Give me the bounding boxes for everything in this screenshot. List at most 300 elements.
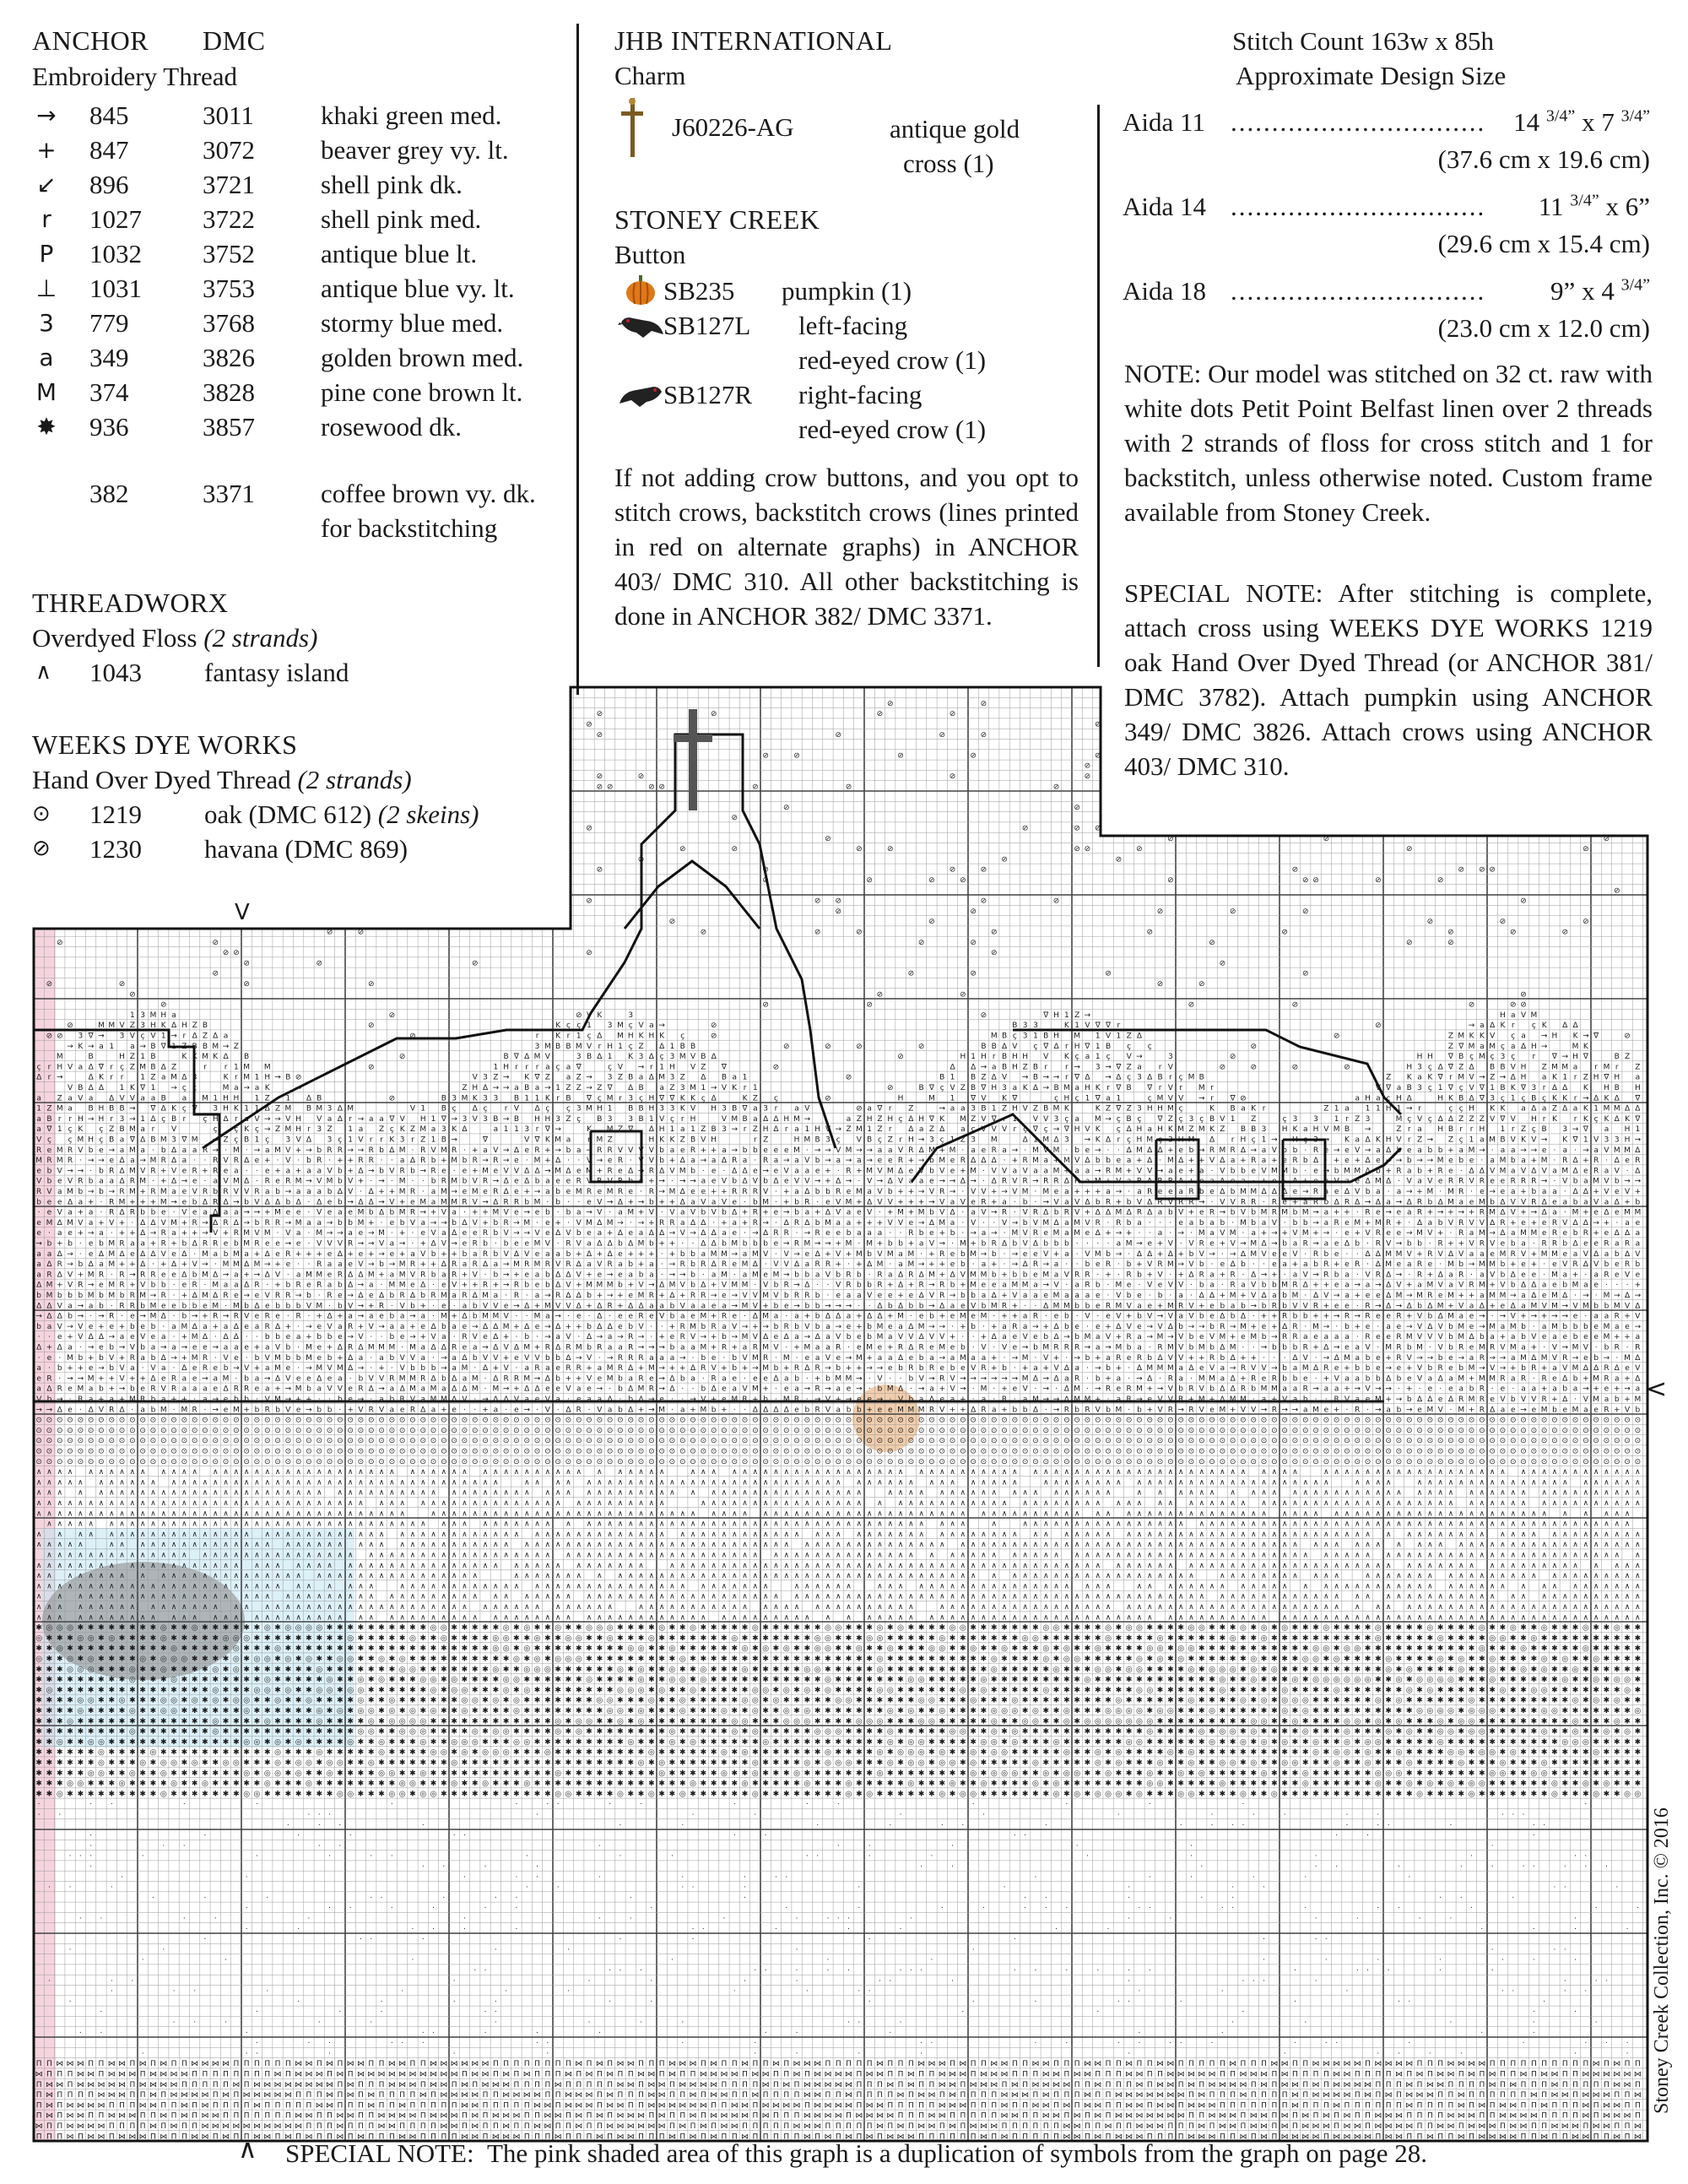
svg-text:∇: ∇ — [658, 1094, 665, 1103]
svg-text:H: H — [1012, 1105, 1018, 1114]
svg-text:ç: ç — [1044, 1125, 1048, 1134]
svg-text:V: V — [638, 1022, 644, 1030]
svg-text:⊘: ⊘ — [358, 928, 365, 936]
svg-text:+: + — [1188, 1167, 1195, 1175]
svg-text:+: + — [908, 1188, 915, 1196]
svg-text:R: R — [1251, 1198, 1256, 1206]
svg-text:b: b — [535, 1178, 540, 1186]
svg-text:R: R — [1188, 1188, 1193, 1196]
svg-text:a: a — [618, 1209, 623, 1217]
svg-text:3: 3 — [524, 1125, 529, 1134]
svg-text:b: b — [1593, 1354, 1599, 1363]
svg-text:⊘: ⊘ — [1375, 1022, 1382, 1030]
svg-text:3: 3 — [483, 1115, 488, 1124]
svg-text:b: b — [109, 1364, 114, 1373]
svg-text:⊘: ⊘ — [67, 1022, 73, 1030]
svg-text:+: + — [1012, 1302, 1019, 1310]
svg-text:a: a — [1033, 1167, 1038, 1175]
svg-text:3: 3 — [763, 1105, 768, 1114]
svg-text:a: a — [130, 1239, 135, 1248]
svg-text:b: b — [306, 1292, 311, 1300]
svg-text:Δ: Δ — [150, 1219, 156, 1227]
svg-text:b: b — [99, 1188, 104, 1196]
b1-code: SB235 — [663, 274, 734, 308]
svg-text:R: R — [1480, 1354, 1485, 1363]
svg-text:→: → — [108, 1188, 115, 1196]
svg-text:r: r — [1013, 1125, 1016, 1134]
svg-text:+: + — [793, 1343, 800, 1352]
svg-text:M: M — [57, 1053, 63, 1061]
svg-text:→: → — [243, 1219, 250, 1227]
svg-text:1: 1 — [1116, 1032, 1121, 1040]
svg-text:M: M — [358, 1209, 365, 1217]
svg-text:K: K — [690, 1094, 696, 1103]
svg-text:M: M — [1063, 1157, 1070, 1165]
svg-text:V: V — [389, 1198, 395, 1206]
svg-text:B: B — [1043, 1105, 1048, 1114]
svg-text:a: a — [1085, 1167, 1090, 1175]
svg-text:·: · — [1159, 1219, 1161, 1227]
svg-text:R: R — [1157, 1343, 1162, 1352]
b1-desc: pumpkin (1) — [782, 274, 912, 308]
svg-text:·: · — [1356, 1302, 1359, 1310]
svg-text:a: a — [171, 1229, 176, 1238]
svg-text:R: R — [939, 1250, 944, 1259]
svg-text:→: → — [1334, 1146, 1340, 1155]
svg-text:a: a — [1407, 1260, 1412, 1269]
svg-text:3: 3 — [1417, 1063, 1422, 1071]
svg-text:⊘: ⊘ — [1085, 762, 1091, 771]
svg-text:·: · — [1304, 1167, 1307, 1175]
svg-text:→: → — [67, 1323, 73, 1331]
svg-text:Δ: Δ — [565, 1354, 571, 1363]
svg-text:e: e — [618, 1323, 623, 1331]
svg-text:+: + — [181, 1219, 188, 1227]
svg-text:Δ: Δ — [939, 1125, 945, 1134]
svg-text:b: b — [545, 1271, 550, 1279]
legend-dmc: 3826 — [203, 340, 255, 375]
svg-text:V: V — [1323, 1292, 1329, 1300]
svg-text:∇: ∇ — [627, 1125, 634, 1134]
svg-text:a: a — [690, 1198, 695, 1206]
svg-text:Δ: Δ — [1635, 1146, 1641, 1155]
svg-text:V: V — [1583, 1250, 1589, 1259]
svg-text:r: r — [380, 1135, 383, 1144]
svg-text:M: M — [1074, 1032, 1080, 1040]
svg-text:⊘: ⊘ — [368, 1022, 375, 1030]
svg-text:e: e — [463, 1323, 468, 1331]
svg-text:b: b — [649, 1198, 654, 1206]
svg-text:→: → — [1323, 1323, 1330, 1331]
svg-text:a: a — [732, 1074, 737, 1082]
svg-text:·: · — [982, 1167, 985, 1175]
svg-text:3: 3 — [628, 1011, 633, 1020]
svg-text:·: · — [536, 1219, 538, 1227]
svg-text:+: + — [78, 1271, 84, 1279]
svg-text:R: R — [1137, 1178, 1142, 1186]
svg-text:·: · — [702, 1271, 705, 1279]
svg-text:a: a — [1604, 1198, 1610, 1206]
svg-text:e: e — [524, 1239, 529, 1248]
svg-text:M: M — [793, 1115, 800, 1124]
svg-text:·: · — [1128, 1188, 1130, 1196]
svg-text:M: M — [1396, 1250, 1403, 1259]
svg-text:a: a — [628, 1271, 633, 1279]
svg-text:R: R — [452, 1271, 457, 1279]
svg-text:⊘: ⊘ — [46, 1032, 53, 1040]
svg-text:M: M — [170, 1219, 177, 1227]
svg-text:R: R — [430, 1167, 436, 1175]
svg-text:V: V — [316, 1115, 322, 1124]
svg-text:a: a — [535, 1271, 540, 1279]
svg-text:M: M — [1489, 1135, 1496, 1144]
svg-text:·: · — [173, 1364, 176, 1373]
svg-text:R: R — [1074, 1343, 1079, 1352]
svg-text:→: → — [1250, 1146, 1257, 1155]
svg-text:·: · — [1190, 1292, 1193, 1300]
svg-text:⊘: ⊘ — [970, 751, 977, 760]
svg-text:e: e — [192, 1364, 197, 1373]
svg-text:a: a — [68, 1209, 73, 1217]
svg-text:K: K — [659, 1032, 665, 1040]
svg-text:M: M — [752, 1354, 759, 1363]
svg-text:·: · — [422, 1178, 425, 1186]
svg-text:·: · — [671, 1178, 674, 1186]
svg-text:ç: ç — [1033, 1043, 1037, 1051]
svg-text:b: b — [338, 1178, 343, 1186]
svg-text:M: M — [1157, 1333, 1164, 1341]
svg-text:·: · — [546, 1198, 549, 1206]
svg-text:⊘: ⊘ — [586, 824, 592, 832]
svg-text:a: a — [224, 1323, 229, 1331]
svg-text:b: b — [1293, 1209, 1298, 1217]
svg-text:Δ: Δ — [1531, 1282, 1537, 1290]
svg-text:b: b — [1573, 1178, 1578, 1186]
svg-text:ç: ç — [701, 1094, 706, 1103]
svg-text:a: a — [400, 1157, 405, 1165]
svg-text:⊘: ⊘ — [752, 783, 759, 791]
svg-text:M: M — [534, 1239, 541, 1248]
svg-text:Z: Z — [1023, 1063, 1028, 1071]
svg-text:R: R — [1147, 1188, 1152, 1196]
svg-text:e: e — [753, 1167, 758, 1175]
svg-text:+: + — [1635, 1282, 1642, 1290]
svg-text:V: V — [504, 1229, 510, 1238]
svg-text:V: V — [659, 1115, 665, 1124]
svg-text:b: b — [420, 1364, 425, 1373]
svg-text:M: M — [897, 1313, 904, 1321]
svg-text:b: b — [1562, 1323, 1567, 1331]
svg-text:M: M — [1011, 1282, 1018, 1290]
svg-text:b: b — [338, 1198, 343, 1206]
svg-text:b: b — [483, 1239, 488, 1248]
svg-text:b: b — [1573, 1323, 1578, 1331]
svg-text:→: → — [544, 1333, 551, 1341]
svg-text:b: b — [1615, 1178, 1620, 1186]
svg-text:e: e — [711, 1354, 717, 1363]
svg-text:M: M — [139, 1292, 146, 1300]
svg-text:3: 3 — [680, 1084, 685, 1092]
svg-text:+: + — [1312, 1229, 1319, 1238]
svg-text:r: r — [899, 1135, 902, 1144]
svg-text:V: V — [57, 1323, 63, 1331]
legend-desc: golden brown med. — [321, 340, 523, 375]
svg-text:M: M — [700, 1313, 706, 1321]
svg-text:V: V — [981, 1343, 987, 1352]
svg-text:M: M — [1437, 1157, 1444, 1165]
svg-text:→: → — [1561, 1313, 1568, 1321]
svg-text:a: a — [1074, 1115, 1079, 1124]
svg-text:a: a — [1262, 1219, 1267, 1227]
svg-text:e: e — [390, 1219, 395, 1227]
svg-text:V: V — [1438, 1323, 1444, 1331]
svg-text:M: M — [534, 1157, 541, 1165]
svg-text:·: · — [370, 1178, 372, 1186]
svg-text:R: R — [68, 1146, 73, 1155]
svg-text:M: M — [690, 1323, 696, 1331]
svg-text:R: R — [265, 1323, 270, 1331]
svg-text:M: M — [233, 1146, 240, 1155]
svg-text:b: b — [431, 1271, 436, 1279]
svg-text:e: e — [1562, 1250, 1567, 1259]
svg-text:V: V — [888, 1219, 894, 1227]
svg-text:M: M — [451, 1178, 457, 1186]
svg-text:Δ: Δ — [89, 1260, 95, 1269]
svg-text:→: → — [804, 1333, 811, 1341]
svg-text:a: a — [794, 1313, 799, 1321]
svg-text:→: → — [98, 1157, 105, 1165]
svg-text:e: e — [950, 1157, 955, 1165]
svg-text:Δ: Δ — [181, 1271, 187, 1279]
svg-text:V: V — [78, 1219, 84, 1227]
svg-text:e: e — [857, 1343, 862, 1352]
svg-text:M: M — [1479, 1282, 1485, 1290]
svg-text:+: + — [617, 1302, 624, 1310]
cross-charm-icon — [619, 98, 645, 157]
svg-text:a: a — [161, 1364, 166, 1373]
legend-anchor: 349 — [89, 340, 129, 375]
svg-text:+: + — [711, 1188, 717, 1196]
svg-text:R: R — [618, 1354, 623, 1363]
svg-text:V: V — [908, 1333, 914, 1341]
svg-text:a: a — [1147, 1125, 1152, 1134]
svg-text:e: e — [1397, 1323, 1402, 1331]
svg-text:Δ: Δ — [1241, 1250, 1247, 1259]
svg-text:+: + — [731, 1343, 738, 1352]
svg-text:Δ: Δ — [992, 1157, 998, 1165]
size-w: 9” — [1550, 276, 1575, 306]
svg-text:·: · — [744, 1198, 746, 1206]
svg-text:b: b — [774, 1323, 779, 1331]
svg-text:M: M — [866, 1239, 873, 1248]
svg-text:K: K — [1209, 1125, 1215, 1134]
size-x: x 6” — [1599, 192, 1650, 221]
svg-text:→: → — [327, 1219, 333, 1227]
svg-text:e: e — [255, 1292, 260, 1300]
svg-text:·: · — [1439, 1188, 1442, 1196]
svg-text:V: V — [1074, 1198, 1080, 1206]
svg-text:a: a — [1189, 1219, 1194, 1227]
svg-text:M: M — [243, 1239, 250, 1248]
svg-text:V: V — [565, 1229, 571, 1238]
svg-text:M: M — [1219, 1333, 1225, 1341]
svg-text:→: → — [690, 1178, 696, 1186]
svg-text:a: a — [825, 1343, 830, 1352]
svg-text:·: · — [1356, 1250, 1359, 1259]
svg-text:ç: ç — [1158, 1135, 1162, 1144]
svg-text:e: e — [348, 1260, 353, 1269]
svg-text:·: · — [1045, 1313, 1047, 1321]
svg-text:⊘: ⊘ — [368, 1063, 375, 1071]
svg-text:Δ: Δ — [659, 1229, 665, 1238]
svg-text:a: a — [659, 1302, 664, 1310]
b2-desc-1: left-facing — [798, 308, 907, 343]
svg-text:→: → — [1334, 1292, 1340, 1300]
svg-text:3: 3 — [1033, 1022, 1038, 1030]
svg-text:∇: ∇ — [513, 1053, 520, 1061]
svg-text:R: R — [628, 1333, 633, 1341]
svg-text:+: + — [1489, 1282, 1496, 1290]
svg-text:a: a — [743, 1157, 748, 1165]
svg-text:⊘: ⊘ — [669, 918, 676, 926]
svg-text:·: · — [577, 1198, 580, 1206]
svg-text:b: b — [1323, 1198, 1328, 1206]
svg-text:·: · — [1480, 1157, 1483, 1165]
svg-text:a: a — [867, 1188, 872, 1196]
svg-text:K: K — [1583, 1043, 1589, 1051]
svg-text:b: b — [1231, 1188, 1236, 1196]
svg-text:·: · — [775, 1188, 777, 1196]
svg-text:⊘: ⊘ — [1198, 980, 1205, 989]
svg-text:+: + — [181, 1292, 188, 1300]
svg-text:V: V — [659, 1313, 665, 1321]
svg-text:R: R — [213, 1157, 218, 1165]
svg-text:a: a — [213, 1178, 218, 1186]
svg-text:b: b — [1313, 1260, 1318, 1269]
svg-text:r: r — [525, 1063, 528, 1071]
svg-text:V: V — [223, 1354, 229, 1363]
svg-text:Δ: Δ — [1209, 1135, 1215, 1144]
svg-text:V: V — [1188, 1260, 1194, 1269]
svg-text:+: + — [918, 1198, 925, 1206]
svg-text:+: + — [897, 1188, 904, 1196]
svg-text:Δ: Δ — [46, 1302, 52, 1310]
svg-text:→: → — [139, 1313, 146, 1321]
svg-text:K: K — [1096, 1084, 1101, 1092]
svg-text:+: + — [814, 1209, 821, 1217]
svg-text:M: M — [742, 1302, 749, 1310]
svg-text:a: a — [306, 1219, 311, 1227]
svg-text:R: R — [130, 1178, 135, 1186]
svg-text:+: + — [825, 1167, 831, 1175]
svg-text:a: a — [338, 1323, 343, 1331]
svg-text:·: · — [765, 1260, 767, 1269]
svg-text:→: → — [88, 1229, 95, 1238]
svg-text:→: → — [1157, 1313, 1164, 1321]
svg-text:V: V — [618, 1146, 624, 1155]
svg-text:ç: ç — [940, 1084, 944, 1092]
svg-text:Δ: Δ — [36, 1343, 42, 1352]
svg-text:M: M — [139, 1063, 146, 1071]
svg-text:R: R — [1157, 1178, 1162, 1186]
svg-text:Z: Z — [1002, 1105, 1007, 1114]
svg-text:e: e — [306, 1282, 311, 1290]
svg-text:a: a — [348, 1313, 353, 1321]
svg-text:1: 1 — [120, 1084, 125, 1092]
svg-text:→: → — [441, 1364, 447, 1373]
svg-text:+: + — [98, 1323, 105, 1331]
svg-text:M: M — [1063, 1302, 1070, 1310]
svg-text:e: e — [1096, 1260, 1101, 1269]
svg-text:b: b — [690, 1271, 695, 1279]
svg-text:B: B — [524, 1084, 529, 1092]
svg-text:1: 1 — [670, 1043, 675, 1051]
svg-text:V: V — [1458, 1250, 1464, 1259]
svg-text:b: b — [1209, 1323, 1215, 1331]
svg-text:Δ: Δ — [1593, 1094, 1599, 1103]
svg-text:+: + — [1250, 1354, 1257, 1363]
size-row — [1123, 274, 1650, 308]
svg-text:a: a — [680, 1209, 685, 1217]
svg-text:H: H — [1282, 1125, 1288, 1134]
svg-text:a: a — [182, 1146, 187, 1155]
svg-text:Δ: Δ — [140, 1250, 146, 1259]
svg-text:r: r — [203, 1063, 207, 1071]
svg-text:1: 1 — [690, 1125, 695, 1134]
svg-text:R: R — [825, 1260, 830, 1269]
svg-text:⊘: ⊘ — [950, 772, 956, 781]
svg-text:Δ: Δ — [161, 1105, 167, 1114]
svg-text:Δ: Δ — [877, 1313, 883, 1321]
svg-text:e: e — [275, 1178, 280, 1186]
svg-text:⊘: ⊘ — [950, 710, 956, 718]
svg-text:e: e — [1542, 1229, 1547, 1238]
svg-text:ç: ç — [338, 1135, 342, 1144]
svg-text:V: V — [898, 1219, 904, 1227]
footer-note — [238, 2136, 1639, 2173]
weeks-symbol-2: ⊘ — [32, 832, 51, 866]
svg-text:a: a — [878, 1354, 883, 1363]
svg-text:V: V — [1604, 1178, 1610, 1186]
svg-text:b: b — [898, 1239, 903, 1248]
svg-text:a: a — [1573, 1250, 1578, 1259]
svg-text:V: V — [171, 1125, 177, 1134]
svg-text:·: · — [48, 1229, 51, 1238]
svg-text:⊘: ⊘ — [783, 1043, 790, 1051]
svg-text:H: H — [794, 1135, 800, 1144]
svg-text:Δ: Δ — [1572, 1157, 1578, 1165]
svg-text:Z: Z — [234, 1043, 239, 1051]
svg-text:V: V — [784, 1250, 790, 1259]
svg-text:Δ: Δ — [57, 1343, 63, 1352]
svg-text:·: · — [1242, 1271, 1245, 1279]
svg-text:+: + — [1167, 1146, 1174, 1155]
svg-text:H: H — [1593, 1074, 1599, 1082]
svg-text:+: + — [523, 1188, 530, 1196]
svg-text:ç: ç — [1127, 1135, 1131, 1144]
svg-text:M: M — [960, 1115, 966, 1124]
svg-text:b: b — [628, 1178, 633, 1186]
svg-text:K: K — [1344, 1135, 1350, 1144]
svg-text:e: e — [618, 1313, 623, 1321]
svg-text:Δ: Δ — [483, 1084, 489, 1092]
svg-text:Δ: Δ — [171, 1178, 177, 1186]
svg-text:R: R — [1552, 1239, 1557, 1248]
svg-text:Z: Z — [638, 1043, 643, 1051]
svg-text:+: + — [1447, 1239, 1454, 1248]
svg-text:→: → — [597, 1157, 603, 1165]
svg-text:r: r — [1532, 1053, 1535, 1061]
